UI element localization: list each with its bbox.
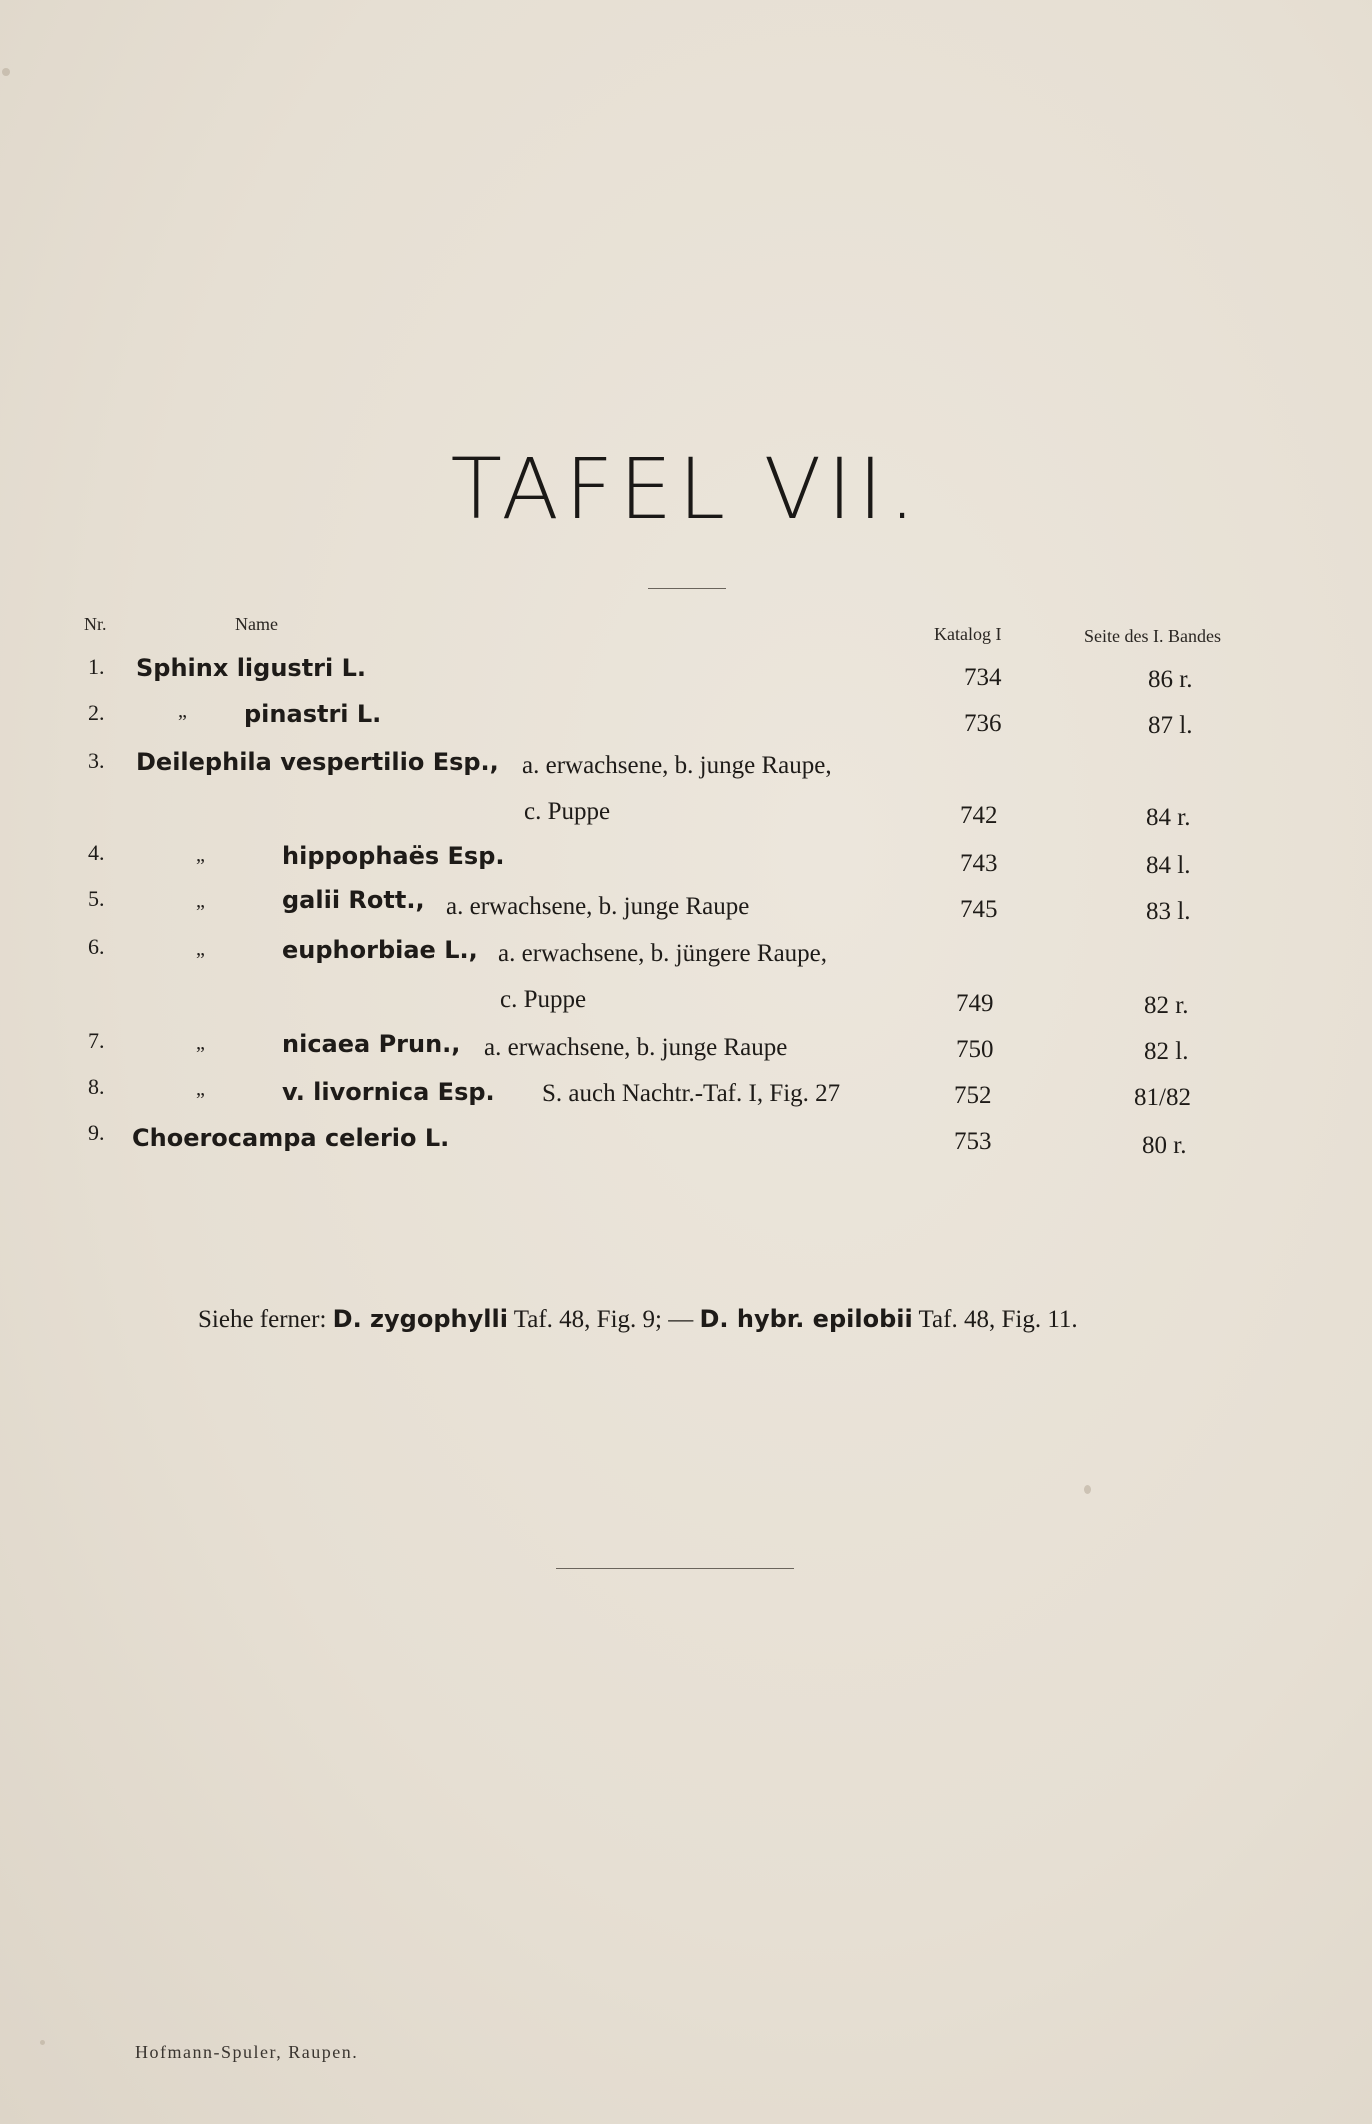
header-katalog: Katalog I (934, 624, 1002, 644)
species-name: galii Rott., (282, 886, 425, 914)
row-number: 9. (88, 1120, 105, 1145)
page-reference: 84 r. (1146, 804, 1191, 831)
stage-description: a. erwachsene, b. junge Raupe (484, 1034, 788, 1061)
katalog-number: 743 (960, 850, 998, 877)
ditto-mark: „ (196, 938, 205, 960)
row-number: 5. (88, 886, 105, 911)
stage-description: S. auch Nachtr.-Taf. I, Fig. 27 (542, 1080, 841, 1107)
katalog-number: 742 (960, 802, 998, 829)
katalog-number: 745 (960, 896, 998, 923)
ditto-mark: „ (178, 700, 187, 722)
species-name: pinastri L. (244, 700, 382, 728)
see-also-species-1: D. zygophylli (332, 1305, 508, 1333)
species-name: Sphinx ligustri L. (136, 654, 367, 682)
paper-spot (2, 68, 10, 76)
row-number: 3. (88, 748, 105, 773)
see-also-reference-1: Taf. 48, Fig. 9; — (513, 1306, 694, 1333)
row-number: 6. (88, 934, 105, 959)
see-also-reference-2: Taf. 48, Fig. 11. (918, 1306, 1078, 1333)
katalog-number: 734 (964, 664, 1002, 691)
species-name: euphorbiae L., (282, 936, 478, 964)
page-reference: 81/82 (1134, 1084, 1191, 1111)
header-name: Name (235, 614, 278, 634)
page-reference: 86 r. (1148, 666, 1193, 693)
page-reference: 84 l. (1146, 852, 1191, 879)
page-title: TAFEL VII. (450, 440, 922, 538)
page-reference: 83 l. (1146, 898, 1191, 925)
header-seite: Seite des I. Bandes (1084, 626, 1221, 646)
katalog-number: 752 (954, 1082, 992, 1109)
species-name: v. livornica Esp. (282, 1078, 495, 1106)
row-number: 7. (88, 1028, 105, 1053)
bottom-divider (556, 1568, 794, 1569)
see-also-prefix: Siehe ferner: (198, 1306, 327, 1333)
katalog-number: 749 (956, 990, 994, 1017)
page-reference: 87 l. (1148, 712, 1193, 739)
stage-description-cont: c. Puppe (524, 798, 611, 825)
row-number: 2. (88, 700, 105, 725)
title-divider (648, 588, 726, 589)
stage-description-cont: c. Puppe (500, 986, 587, 1013)
page-reference: 80 r. (1142, 1132, 1187, 1159)
katalog-number: 736 (964, 710, 1002, 737)
paper-spot (1084, 1485, 1091, 1494)
ditto-mark: „ (196, 1078, 205, 1100)
ditto-mark: „ (196, 844, 205, 866)
species-name: Deilephila vespertilio Esp., (136, 748, 499, 776)
ditto-mark: „ (196, 1032, 205, 1054)
stage-description: a. erwachsene, b. junge Raupe, (522, 752, 832, 779)
row-number: 1. (88, 654, 105, 679)
species-name: nicaea Prun., (282, 1030, 461, 1058)
see-also-species-2: D. hybr. epilobii (699, 1305, 913, 1333)
row-number: 4. (88, 840, 105, 865)
page-reference: 82 r. (1144, 992, 1189, 1019)
see-also-note (198, 1305, 1078, 1334)
katalog-number: 750 (956, 1036, 994, 1063)
species-name: hippophaës Esp. (282, 842, 505, 870)
stage-description: a. erwachsene, b. jüngere Raupe, (498, 940, 828, 967)
row-number: 8. (88, 1074, 105, 1099)
ditto-mark: „ (196, 890, 205, 912)
stage-description: a. erwachsene, b. junge Raupe (446, 893, 750, 920)
page-footer: Hofmann-Spuler, Raupen. (135, 2042, 359, 2062)
paper-spot (40, 2040, 45, 2045)
header-nr: Nr. (84, 614, 107, 634)
species-name: Choerocampa celerio L. (132, 1124, 450, 1152)
page-reference: 82 l. (1144, 1038, 1189, 1065)
katalog-number: 753 (954, 1128, 992, 1155)
